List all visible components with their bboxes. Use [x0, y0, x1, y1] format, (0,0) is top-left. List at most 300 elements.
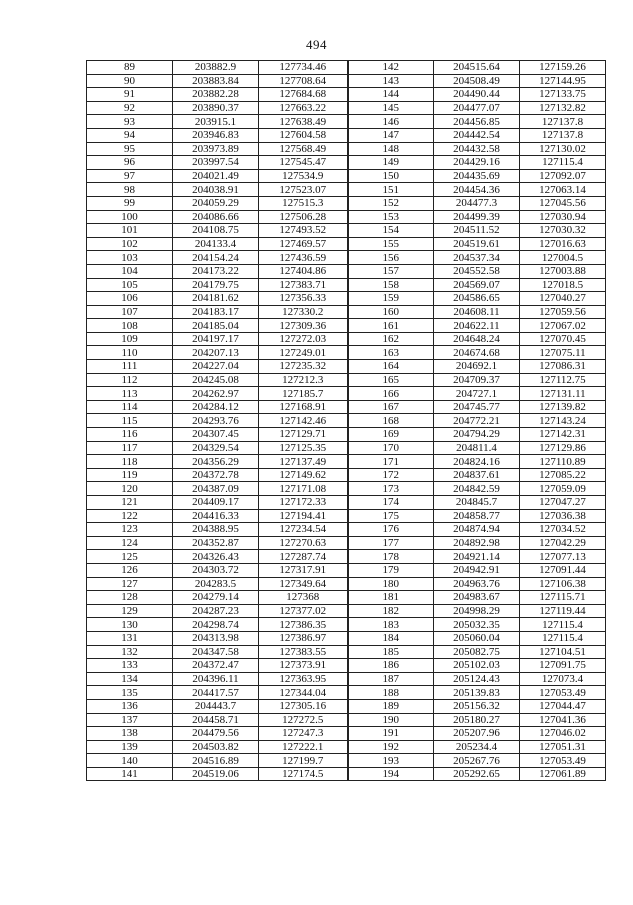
point-number-right-cell: 153 — [348, 210, 434, 224]
y-coordinate-left-cell: 127404.86 — [259, 264, 348, 278]
y-coordinate-right-cell: 127131.11 — [520, 387, 606, 401]
point-number-left-cell: 107 — [87, 305, 173, 319]
table-row — [87, 468, 606, 482]
point-number-right-cell: 182 — [348, 604, 434, 618]
x-coordinate-left-cell: 204313.98 — [173, 631, 259, 645]
x-coordinate-left-cell: 204387.09 — [173, 482, 259, 496]
point-number-left-cell: 121 — [87, 496, 173, 510]
x-coordinate-left-cell: 203973.89 — [173, 142, 259, 156]
y-coordinate-right-cell: 127142.31 — [520, 428, 606, 442]
point-number-right-cell: 186 — [348, 659, 434, 673]
x-coordinate-right-cell: 204515.64 — [434, 61, 520, 75]
table-row — [87, 550, 606, 564]
x-coordinate-left-cell: 204326.43 — [173, 550, 259, 564]
x-coordinate-left-cell: 204287.23 — [173, 604, 259, 618]
point-number-left-cell: 91 — [87, 88, 173, 102]
y-coordinate-right-cell: 127016.63 — [520, 237, 606, 251]
point-number-right-cell: 166 — [348, 387, 434, 401]
x-coordinate-right-cell: 204477.07 — [434, 101, 520, 115]
x-coordinate-right-cell: 204727.1 — [434, 387, 520, 401]
x-coordinate-right-cell: 205292.65 — [434, 767, 520, 781]
point-number-left-cell: 131 — [87, 631, 173, 645]
x-coordinate-right-cell: 204499.39 — [434, 210, 520, 224]
x-coordinate-left-cell: 204372.47 — [173, 659, 259, 673]
y-coordinate-right-cell: 127059.56 — [520, 305, 606, 319]
y-coordinate-left-cell: 127149.62 — [259, 468, 348, 482]
point-number-left-cell: 100 — [87, 210, 173, 224]
y-coordinate-left-cell: 127604.58 — [259, 128, 348, 142]
x-coordinate-left-cell: 204356.29 — [173, 455, 259, 469]
point-number-left-cell: 119 — [87, 468, 173, 482]
table-row — [87, 645, 606, 659]
point-number-left-cell: 95 — [87, 142, 173, 156]
y-coordinate-left-cell: 127515.3 — [259, 196, 348, 210]
y-coordinate-left-cell: 127663.22 — [259, 101, 348, 115]
point-number-right-cell: 181 — [348, 591, 434, 605]
y-coordinate-left-cell: 127493.52 — [259, 224, 348, 238]
table-row — [87, 523, 606, 537]
table-row — [87, 672, 606, 686]
point-number-right-cell: 173 — [348, 482, 434, 496]
y-coordinate-left-cell: 127234.54 — [259, 523, 348, 537]
x-coordinate-left-cell: 204307.45 — [173, 428, 259, 442]
table-row — [87, 604, 606, 618]
y-coordinate-left-cell: 127309.36 — [259, 319, 348, 333]
y-coordinate-right-cell: 127144.95 — [520, 74, 606, 88]
point-number-left-cell: 130 — [87, 618, 173, 632]
y-coordinate-right-cell: 127059.09 — [520, 482, 606, 496]
x-coordinate-right-cell: 204442.54 — [434, 128, 520, 142]
y-coordinate-left-cell: 127383.71 — [259, 278, 348, 292]
point-number-right-cell: 172 — [348, 468, 434, 482]
x-coordinate-right-cell: 204519.61 — [434, 237, 520, 251]
x-coordinate-left-cell: 203883.84 — [173, 74, 259, 88]
x-coordinate-left-cell: 204108.75 — [173, 224, 259, 238]
point-number-left-cell: 141 — [87, 767, 173, 781]
y-coordinate-right-cell: 127129.86 — [520, 441, 606, 455]
table-row — [87, 101, 606, 115]
point-number-right-cell: 179 — [348, 563, 434, 577]
x-coordinate-left-cell: 204279.14 — [173, 591, 259, 605]
table-row — [87, 292, 606, 306]
point-number-left-cell: 140 — [87, 754, 173, 768]
y-coordinate-left-cell: 127249.01 — [259, 346, 348, 360]
point-number-left-cell: 97 — [87, 169, 173, 183]
point-number-left-cell: 108 — [87, 319, 173, 333]
x-coordinate-right-cell: 204508.49 — [434, 74, 520, 88]
point-number-right-cell: 158 — [348, 278, 434, 292]
y-coordinate-right-cell: 127041.36 — [520, 713, 606, 727]
y-coordinate-right-cell: 127073.4 — [520, 672, 606, 686]
x-coordinate-right-cell: 205060.04 — [434, 631, 520, 645]
x-coordinate-right-cell: 204874.94 — [434, 523, 520, 537]
x-coordinate-right-cell: 205082.75 — [434, 645, 520, 659]
x-coordinate-right-cell: 204608.11 — [434, 305, 520, 319]
point-number-left-cell: 138 — [87, 727, 173, 741]
point-number-right-cell: 167 — [348, 400, 434, 414]
y-coordinate-left-cell: 127373.91 — [259, 659, 348, 673]
y-coordinate-right-cell: 127046.02 — [520, 727, 606, 741]
point-number-left-cell: 125 — [87, 550, 173, 564]
x-coordinate-right-cell: 205180.27 — [434, 713, 520, 727]
point-number-right-cell: 144 — [348, 88, 434, 102]
x-coordinate-right-cell: 204858.77 — [434, 509, 520, 523]
y-coordinate-right-cell: 127053.49 — [520, 686, 606, 700]
y-coordinate-right-cell: 127030.94 — [520, 210, 606, 224]
x-coordinate-left-cell: 203882.9 — [173, 61, 259, 75]
y-coordinate-right-cell: 127106.38 — [520, 577, 606, 591]
y-coordinate-left-cell: 127386.35 — [259, 618, 348, 632]
point-number-left-cell: 92 — [87, 101, 173, 115]
point-number-right-cell: 188 — [348, 686, 434, 700]
x-coordinate-right-cell: 205032.35 — [434, 618, 520, 632]
y-coordinate-left-cell: 127199.7 — [259, 754, 348, 768]
y-coordinate-left-cell: 127349.64 — [259, 577, 348, 591]
point-number-left-cell: 106 — [87, 292, 173, 306]
point-number-right-cell: 168 — [348, 414, 434, 428]
point-number-right-cell: 143 — [348, 74, 434, 88]
y-coordinate-right-cell: 127004.5 — [520, 251, 606, 265]
point-number-left-cell: 112 — [87, 373, 173, 387]
point-number-left-cell: 139 — [87, 740, 173, 754]
x-coordinate-right-cell: 204983.67 — [434, 591, 520, 605]
table-row — [87, 414, 606, 428]
point-number-right-cell: 165 — [348, 373, 434, 387]
table-row — [87, 61, 606, 75]
table-row — [87, 400, 606, 414]
x-coordinate-right-cell: 204511.52 — [434, 224, 520, 238]
point-number-left-cell: 137 — [87, 713, 173, 727]
y-coordinate-left-cell: 127247.3 — [259, 727, 348, 741]
point-number-right-cell: 169 — [348, 428, 434, 442]
point-number-right-cell: 156 — [348, 251, 434, 265]
y-coordinate-right-cell: 127130.02 — [520, 142, 606, 156]
point-number-left-cell: 124 — [87, 536, 173, 550]
table-row — [87, 727, 606, 741]
y-coordinate-left-cell: 127305.16 — [259, 699, 348, 713]
x-coordinate-right-cell: 205267.76 — [434, 754, 520, 768]
y-coordinate-left-cell: 127222.1 — [259, 740, 348, 754]
point-number-left-cell: 90 — [87, 74, 173, 88]
x-coordinate-right-cell: 204842.59 — [434, 482, 520, 496]
y-coordinate-right-cell: 127061.89 — [520, 767, 606, 781]
x-coordinate-right-cell: 204537.34 — [434, 251, 520, 265]
y-coordinate-right-cell: 127137.8 — [520, 115, 606, 129]
y-coordinate-right-cell: 127034.52 — [520, 523, 606, 537]
point-number-right-cell: 187 — [348, 672, 434, 686]
x-coordinate-left-cell: 204133.4 — [173, 237, 259, 251]
x-coordinate-right-cell: 204477.3 — [434, 196, 520, 210]
y-coordinate-right-cell: 127143.24 — [520, 414, 606, 428]
x-coordinate-left-cell: 204154.24 — [173, 251, 259, 265]
x-coordinate-left-cell: 204197.17 — [173, 332, 259, 346]
x-coordinate-right-cell: 204921.14 — [434, 550, 520, 564]
y-coordinate-right-cell: 127063.14 — [520, 183, 606, 197]
point-number-left-cell: 99 — [87, 196, 173, 210]
x-coordinate-right-cell: 204824.16 — [434, 455, 520, 469]
y-coordinate-left-cell: 127534.9 — [259, 169, 348, 183]
table-row — [87, 713, 606, 727]
x-coordinate-right-cell: 204692.1 — [434, 360, 520, 374]
y-coordinate-right-cell: 127051.31 — [520, 740, 606, 754]
point-number-right-cell: 180 — [348, 577, 434, 591]
point-number-left-cell: 89 — [87, 61, 173, 75]
x-coordinate-right-cell: 205156.32 — [434, 699, 520, 713]
point-number-left-cell: 117 — [87, 441, 173, 455]
y-coordinate-left-cell: 127506.28 — [259, 210, 348, 224]
y-coordinate-right-cell: 127119.44 — [520, 604, 606, 618]
table-row — [87, 332, 606, 346]
table-row — [87, 441, 606, 455]
table-row — [87, 142, 606, 156]
y-coordinate-left-cell: 127168.91 — [259, 400, 348, 414]
y-coordinate-right-cell: 127045.56 — [520, 196, 606, 210]
y-coordinate-left-cell: 127545.47 — [259, 156, 348, 170]
page-number: 494 — [306, 37, 327, 52]
x-coordinate-left-cell: 204416.33 — [173, 509, 259, 523]
y-coordinate-right-cell: 127018.5 — [520, 278, 606, 292]
table-row — [87, 128, 606, 142]
y-coordinate-right-cell: 127053.49 — [520, 754, 606, 768]
x-coordinate-left-cell: 204443.7 — [173, 699, 259, 713]
table-row — [87, 509, 606, 523]
x-coordinate-left-cell: 203882.28 — [173, 88, 259, 102]
table-row — [87, 536, 606, 550]
y-coordinate-left-cell: 127235.32 — [259, 360, 348, 374]
x-coordinate-right-cell: 204963.76 — [434, 577, 520, 591]
y-coordinate-left-cell: 127469.57 — [259, 237, 348, 251]
table-row — [87, 224, 606, 238]
y-coordinate-right-cell: 127003.88 — [520, 264, 606, 278]
point-number-left-cell: 110 — [87, 346, 173, 360]
point-number-left-cell: 109 — [87, 332, 173, 346]
point-number-right-cell: 159 — [348, 292, 434, 306]
y-coordinate-right-cell: 127092.07 — [520, 169, 606, 183]
point-number-left-cell: 98 — [87, 183, 173, 197]
x-coordinate-right-cell: 204942.91 — [434, 563, 520, 577]
y-coordinate-left-cell: 127272.03 — [259, 332, 348, 346]
x-coordinate-left-cell: 204417.57 — [173, 686, 259, 700]
point-number-left-cell: 96 — [87, 156, 173, 170]
y-coordinate-right-cell: 127070.45 — [520, 332, 606, 346]
y-coordinate-left-cell: 127194.41 — [259, 509, 348, 523]
x-coordinate-right-cell: 204435.69 — [434, 169, 520, 183]
point-number-right-cell: 175 — [348, 509, 434, 523]
point-number-left-cell: 105 — [87, 278, 173, 292]
x-coordinate-right-cell: 204648.24 — [434, 332, 520, 346]
coordinates-table — [86, 60, 606, 781]
x-coordinate-left-cell: 204347.58 — [173, 645, 259, 659]
point-number-left-cell: 123 — [87, 523, 173, 537]
x-coordinate-left-cell: 204396.11 — [173, 672, 259, 686]
y-coordinate-right-cell: 127137.8 — [520, 128, 606, 142]
y-coordinate-right-cell: 127077.13 — [520, 550, 606, 564]
table-row — [87, 631, 606, 645]
point-number-right-cell: 154 — [348, 224, 434, 238]
y-coordinate-right-cell: 127044.47 — [520, 699, 606, 713]
point-number-right-cell: 162 — [348, 332, 434, 346]
point-number-right-cell: 174 — [348, 496, 434, 510]
point-number-left-cell: 120 — [87, 482, 173, 496]
point-number-left-cell: 113 — [87, 387, 173, 401]
x-coordinate-left-cell: 204185.04 — [173, 319, 259, 333]
table-row — [87, 496, 606, 510]
x-coordinate-right-cell: 204998.29 — [434, 604, 520, 618]
table-row — [87, 618, 606, 632]
x-coordinate-right-cell: 204490.44 — [434, 88, 520, 102]
table-row — [87, 577, 606, 591]
x-coordinate-left-cell: 204181.62 — [173, 292, 259, 306]
point-number-right-cell: 146 — [348, 115, 434, 129]
point-number-right-cell: 194 — [348, 767, 434, 781]
x-coordinate-left-cell: 204021.49 — [173, 169, 259, 183]
x-coordinate-left-cell: 204245.08 — [173, 373, 259, 387]
x-coordinate-left-cell: 204303.72 — [173, 563, 259, 577]
y-coordinate-left-cell: 127356.33 — [259, 292, 348, 306]
table-row — [87, 686, 606, 700]
point-number-right-cell: 193 — [348, 754, 434, 768]
table-row — [87, 659, 606, 673]
y-coordinate-left-cell: 127171.08 — [259, 482, 348, 496]
point-number-right-cell: 189 — [348, 699, 434, 713]
x-coordinate-left-cell: 204293.76 — [173, 414, 259, 428]
table-row — [87, 196, 606, 210]
y-coordinate-left-cell: 127270.63 — [259, 536, 348, 550]
y-coordinate-left-cell: 127137.49 — [259, 455, 348, 469]
table-row — [87, 455, 606, 469]
y-coordinate-right-cell: 127036.38 — [520, 509, 606, 523]
point-number-right-cell: 142 — [348, 61, 434, 75]
table-row — [87, 305, 606, 319]
x-coordinate-left-cell: 204503.82 — [173, 740, 259, 754]
table-row — [87, 251, 606, 265]
table-row — [87, 754, 606, 768]
x-coordinate-right-cell: 204569.07 — [434, 278, 520, 292]
x-coordinate-right-cell: 204794.29 — [434, 428, 520, 442]
table-row — [87, 278, 606, 292]
point-number-left-cell: 127 — [87, 577, 173, 591]
x-coordinate-right-cell: 205234.4 — [434, 740, 520, 754]
x-coordinate-left-cell: 204086.66 — [173, 210, 259, 224]
y-coordinate-right-cell: 127159.26 — [520, 61, 606, 75]
point-number-right-cell: 145 — [348, 101, 434, 115]
x-coordinate-left-cell: 204059.29 — [173, 196, 259, 210]
y-coordinate-left-cell: 127708.64 — [259, 74, 348, 88]
y-coordinate-right-cell: 127133.75 — [520, 88, 606, 102]
table-row — [87, 699, 606, 713]
point-number-right-cell: 149 — [348, 156, 434, 170]
point-number-left-cell: 102 — [87, 237, 173, 251]
point-number-left-cell: 93 — [87, 115, 173, 129]
point-number-right-cell: 177 — [348, 536, 434, 550]
x-coordinate-left-cell: 204173.22 — [173, 264, 259, 278]
y-coordinate-right-cell: 127091.75 — [520, 659, 606, 673]
y-coordinate-left-cell: 127129.71 — [259, 428, 348, 442]
x-coordinate-left-cell: 204183.17 — [173, 305, 259, 319]
point-number-left-cell: 122 — [87, 509, 173, 523]
x-coordinate-left-cell: 204038.91 — [173, 183, 259, 197]
table-row — [87, 563, 606, 577]
table-row — [87, 237, 606, 251]
point-number-left-cell: 133 — [87, 659, 173, 673]
x-coordinate-left-cell: 204283.5 — [173, 577, 259, 591]
point-number-left-cell: 115 — [87, 414, 173, 428]
point-number-left-cell: 118 — [87, 455, 173, 469]
point-number-right-cell: 178 — [348, 550, 434, 564]
table-row — [87, 373, 606, 387]
x-coordinate-left-cell: 204298.74 — [173, 618, 259, 632]
y-coordinate-left-cell: 127383.55 — [259, 645, 348, 659]
point-number-right-cell: 191 — [348, 727, 434, 741]
x-coordinate-left-cell: 204262.97 — [173, 387, 259, 401]
point-number-left-cell: 129 — [87, 604, 173, 618]
x-coordinate-right-cell: 204674.68 — [434, 346, 520, 360]
x-coordinate-left-cell: 204458.71 — [173, 713, 259, 727]
x-coordinate-right-cell: 204429.16 — [434, 156, 520, 170]
table-row — [87, 740, 606, 754]
point-number-right-cell: 170 — [348, 441, 434, 455]
y-coordinate-left-cell: 127568.49 — [259, 142, 348, 156]
point-number-left-cell: 111 — [87, 360, 173, 374]
y-coordinate-right-cell: 127030.32 — [520, 224, 606, 238]
x-coordinate-right-cell: 204622.11 — [434, 319, 520, 333]
point-number-right-cell: 155 — [348, 237, 434, 251]
y-coordinate-left-cell: 127172.33 — [259, 496, 348, 510]
x-coordinate-left-cell: 203915.1 — [173, 115, 259, 129]
y-coordinate-right-cell: 127132.82 — [520, 101, 606, 115]
point-number-left-cell: 101 — [87, 224, 173, 238]
x-coordinate-right-cell: 204709.37 — [434, 373, 520, 387]
point-number-right-cell: 183 — [348, 618, 434, 632]
y-coordinate-left-cell: 127368 — [259, 591, 348, 605]
point-number-left-cell: 94 — [87, 128, 173, 142]
point-number-left-cell: 128 — [87, 591, 173, 605]
y-coordinate-left-cell: 127330.2 — [259, 305, 348, 319]
y-coordinate-right-cell: 127047.27 — [520, 496, 606, 510]
y-coordinate-left-cell: 127684.68 — [259, 88, 348, 102]
x-coordinate-left-cell: 204284.12 — [173, 400, 259, 414]
y-coordinate-right-cell: 127086.31 — [520, 360, 606, 374]
y-coordinate-left-cell: 127523.07 — [259, 183, 348, 197]
table-row — [87, 88, 606, 102]
x-coordinate-left-cell: 204179.75 — [173, 278, 259, 292]
x-coordinate-left-cell: 203946.83 — [173, 128, 259, 142]
point-number-right-cell: 185 — [348, 645, 434, 659]
y-coordinate-right-cell: 127075.11 — [520, 346, 606, 360]
x-coordinate-left-cell: 204388.95 — [173, 523, 259, 537]
y-coordinate-right-cell: 127139.82 — [520, 400, 606, 414]
x-coordinate-left-cell: 203997.54 — [173, 156, 259, 170]
y-coordinate-right-cell: 127040.27 — [520, 292, 606, 306]
table-row — [87, 210, 606, 224]
point-number-right-cell: 157 — [348, 264, 434, 278]
y-coordinate-right-cell: 127042.29 — [520, 536, 606, 550]
y-coordinate-left-cell: 127436.59 — [259, 251, 348, 265]
x-coordinate-right-cell: 205139.83 — [434, 686, 520, 700]
x-coordinate-left-cell: 204372.78 — [173, 468, 259, 482]
y-coordinate-right-cell: 127115.4 — [520, 631, 606, 645]
point-number-right-cell: 152 — [348, 196, 434, 210]
y-coordinate-right-cell: 127115.71 — [520, 591, 606, 605]
table-row — [87, 115, 606, 129]
y-coordinate-left-cell: 127272.5 — [259, 713, 348, 727]
point-number-left-cell: 132 — [87, 645, 173, 659]
x-coordinate-left-cell: 204207.13 — [173, 346, 259, 360]
y-coordinate-left-cell: 127377.02 — [259, 604, 348, 618]
y-coordinate-right-cell: 127085.22 — [520, 468, 606, 482]
table-row — [87, 74, 606, 88]
point-number-right-cell: 171 — [348, 455, 434, 469]
